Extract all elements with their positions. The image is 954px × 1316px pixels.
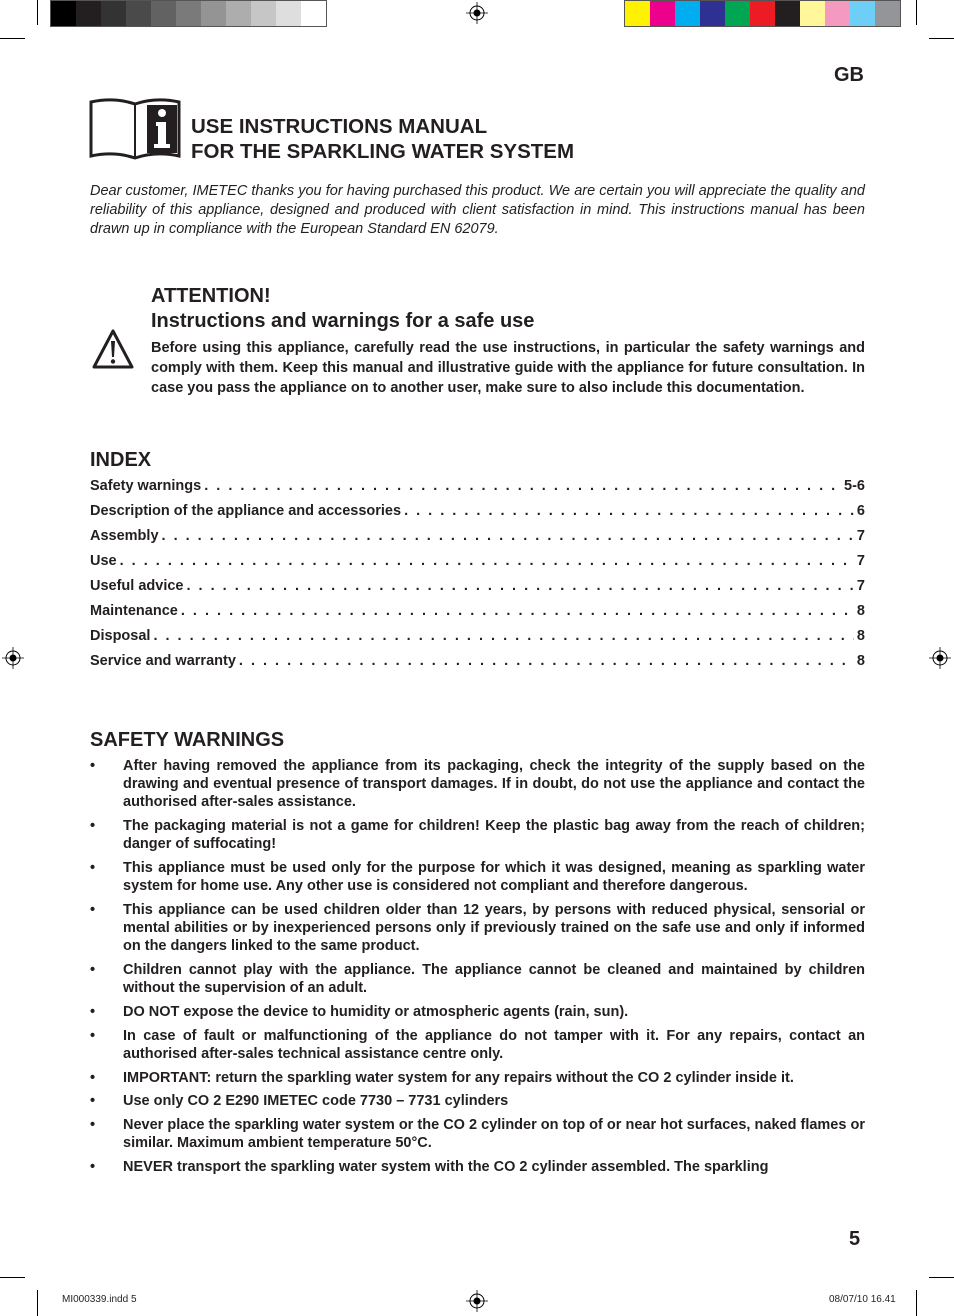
bullet-mark: • (90, 962, 96, 979)
index-leader-dots (239, 653, 854, 669)
color-swatch (625, 1, 650, 26)
attention-body: Before using this appliance, carefully read the use instructions, in particular the safety warnings and comply with them. Keep this manual and illustrative guide with the appliance for future consultation. In case you pass the appliance on to another user, make sure to also include this documentation. (151, 340, 865, 396)
index-heading: INDEX (90, 449, 152, 471)
color-swatch (51, 1, 76, 26)
index-entry-page: 8 (856, 603, 865, 619)
color-swatch (675, 1, 700, 26)
color-swatch (151, 1, 176, 26)
registration-mark-icon (2, 647, 24, 669)
color-swatch (226, 1, 251, 26)
registration-mark-icon (466, 1290, 488, 1312)
info-manual-icon (89, 98, 181, 160)
safety-item (90, 757, 865, 812)
index-leader-dots (181, 603, 854, 619)
index-entry-label: Description of the appliance and accessories (90, 503, 402, 519)
color-swatch (650, 1, 675, 26)
bullet-mark: • (90, 1027, 96, 1044)
crop-mark (0, 1277, 25, 1278)
manual-title (191, 114, 574, 164)
bullet-mark: • (90, 758, 96, 774)
index-leader-dots (204, 478, 841, 494)
color-swatch (176, 1, 201, 26)
safety-item-text: The packaging material is not a game for children! Keep the plastic bag away from the reach of children; danger of suffocating! (123, 818, 865, 853)
bullet-mark: • (90, 1003, 96, 1020)
index-entry-label: Service and warranty (90, 653, 236, 669)
index-entry-label: Safety warnings (90, 478, 202, 494)
safety-item (90, 1158, 865, 1176)
color-swatch (276, 1, 301, 26)
title-line: FOR THE SPARKLING WATER SYSTEM (191, 140, 575, 163)
color-swatch (700, 1, 725, 26)
index-entry-page: 7 (856, 578, 865, 594)
index-entry-label: Use (90, 553, 117, 569)
index-entry (90, 578, 865, 603)
index-entry-label: Assembly (90, 528, 159, 544)
language-code: GB (834, 64, 864, 86)
title-line: USE INSTRUCTIONS MANUAL (191, 115, 488, 138)
color-swatch (76, 1, 101, 26)
safety-item-text: Use only CO 2 E290 IMETEC code 7730 – 7731 cylinders (123, 1093, 509, 1110)
safety-item-text: In case of fault or malfunctioning of the appliance do not tamper with it. For any repairs, contact an authorised after-sales technical assistance centre only. (123, 1027, 865, 1062)
color-swatch (850, 1, 875, 26)
safety-item-text: IMPORTANT: return the sparkling water system for any repairs without the CO 2 cylinder inside it. (123, 1069, 794, 1086)
attention-title: ATTENTION! (151, 285, 271, 307)
safety-item (90, 1027, 865, 1063)
safety-item (90, 859, 865, 895)
safety-item-text: After having removed the appliance from its packaging, check the integrity of the supply based on the drawing and eventual presence of transport damages. If in doubt, do not use the appliance and contact the authorised after-sales assistance. (123, 758, 865, 811)
color-swatch (201, 1, 226, 26)
color-swatch (101, 1, 126, 26)
file-slug: MI000339.indd 5 (62, 1294, 137, 1305)
bullet-mark: • (90, 860, 96, 877)
crop-mark (916, 0, 917, 25)
index-entry-label: Disposal (90, 628, 151, 644)
color-swatch (875, 1, 900, 26)
index-leader-dots (404, 503, 854, 519)
safety-item-text: Children cannot play with the appliance. The appliance cannot be cleaned and maintained by children without the supervision of an adult. (123, 962, 865, 997)
bullet-mark: • (90, 901, 96, 918)
index-entry (90, 503, 865, 528)
warning-triangle-icon (91, 328, 135, 370)
safety-item-text: NEVER transport the sparkling water system with the CO 2 cylinder assembled. The sparkling (123, 1158, 769, 1175)
safety-item (90, 1116, 865, 1152)
safety-item (90, 1003, 865, 1021)
crop-mark (37, 0, 38, 25)
index-entry-page: 7 (856, 553, 865, 569)
bullet-mark: • (90, 1116, 96, 1133)
index-entry (90, 478, 865, 503)
safety-item (90, 817, 865, 853)
index-leader-dots (120, 553, 854, 569)
index-leader-dots (187, 578, 854, 594)
index-leader-dots (153, 628, 853, 644)
index-entry-page: 8 (856, 653, 865, 669)
attention-heading (151, 284, 534, 334)
safety-item-text: DO NOT expose the device to humidity or atmospheric agents (rain, sun). (123, 1003, 629, 1020)
bullet-mark: • (90, 1158, 96, 1175)
registration-mark-icon (466, 2, 488, 24)
bullet-mark: • (90, 1069, 96, 1086)
registration-mark-icon (929, 647, 951, 669)
index-entry (90, 628, 865, 653)
color-swatch (126, 1, 151, 26)
color-swatch (800, 1, 825, 26)
attention-subtitle: Instructions and warnings for a safe use (151, 310, 535, 332)
index-entry (90, 528, 865, 553)
crop-mark (929, 38, 954, 39)
color-swatch (775, 1, 800, 26)
intro-paragraph: Dear customer, IMETEC thanks you for having purchased this product. We are certain you will appreciate the quality and reliability of this appliance, designed and produced with client satisfaction in mind. This instructions manual has been drawn up in compliance with the European Standard EN 62079. (90, 183, 865, 237)
index-entry (90, 553, 865, 578)
process-color-bar (624, 0, 901, 27)
index-entry-page: 5-6 (844, 478, 865, 494)
crop-mark (916, 1290, 917, 1316)
safety-item-text: Never place the sparkling water system or the CO 2 cylinder on top of or near hot surfaces, naked flames or similar. Maximum ambient temperature 50°C. (123, 1116, 865, 1152)
crop-mark (0, 38, 25, 39)
index-leader-dots (162, 528, 854, 544)
crop-mark (929, 1277, 954, 1278)
index-entry-page: 8 (856, 628, 865, 644)
color-swatch (251, 1, 276, 26)
safety-item (90, 1092, 865, 1110)
crop-mark (37, 1290, 38, 1316)
safety-item (90, 961, 865, 997)
date-slug: 08/07/10 16.41 (829, 1294, 896, 1305)
index-list (90, 478, 865, 678)
bullet-mark: • (90, 818, 96, 835)
grayscale-color-bar (50, 0, 327, 27)
safety-item (90, 901, 865, 956)
index-entry-label: Maintenance (90, 603, 178, 619)
page-number: 5 (849, 1228, 861, 1250)
color-swatch (301, 1, 326, 26)
bullet-mark: • (90, 1093, 96, 1110)
index-entry-label: Useful advice (90, 578, 184, 594)
safety-heading: SAFETY WARNINGS (90, 729, 285, 751)
index-entry-page: 7 (856, 528, 865, 544)
safety-list (90, 757, 865, 1182)
color-swatch (725, 1, 750, 26)
safety-item-text: This appliance must be used only for the purpose for which it was designed, meaning as sparkling water system for home use. Any other use is considered not compliant and therefore dangerous. (123, 860, 865, 895)
safety-item (90, 1069, 865, 1087)
safety-item-text: This appliance can be used children older than 12 years, by persons with reduced physical, sensorial or mental abilities or by inexperienced persons only if previously trained on the safe use and only if informed on the dangers linked to the same product. (123, 901, 865, 955)
color-swatch (825, 1, 850, 26)
index-entry (90, 653, 865, 678)
index-entry-page: 6 (856, 503, 865, 519)
color-swatch (750, 1, 775, 26)
index-entry (90, 603, 865, 628)
